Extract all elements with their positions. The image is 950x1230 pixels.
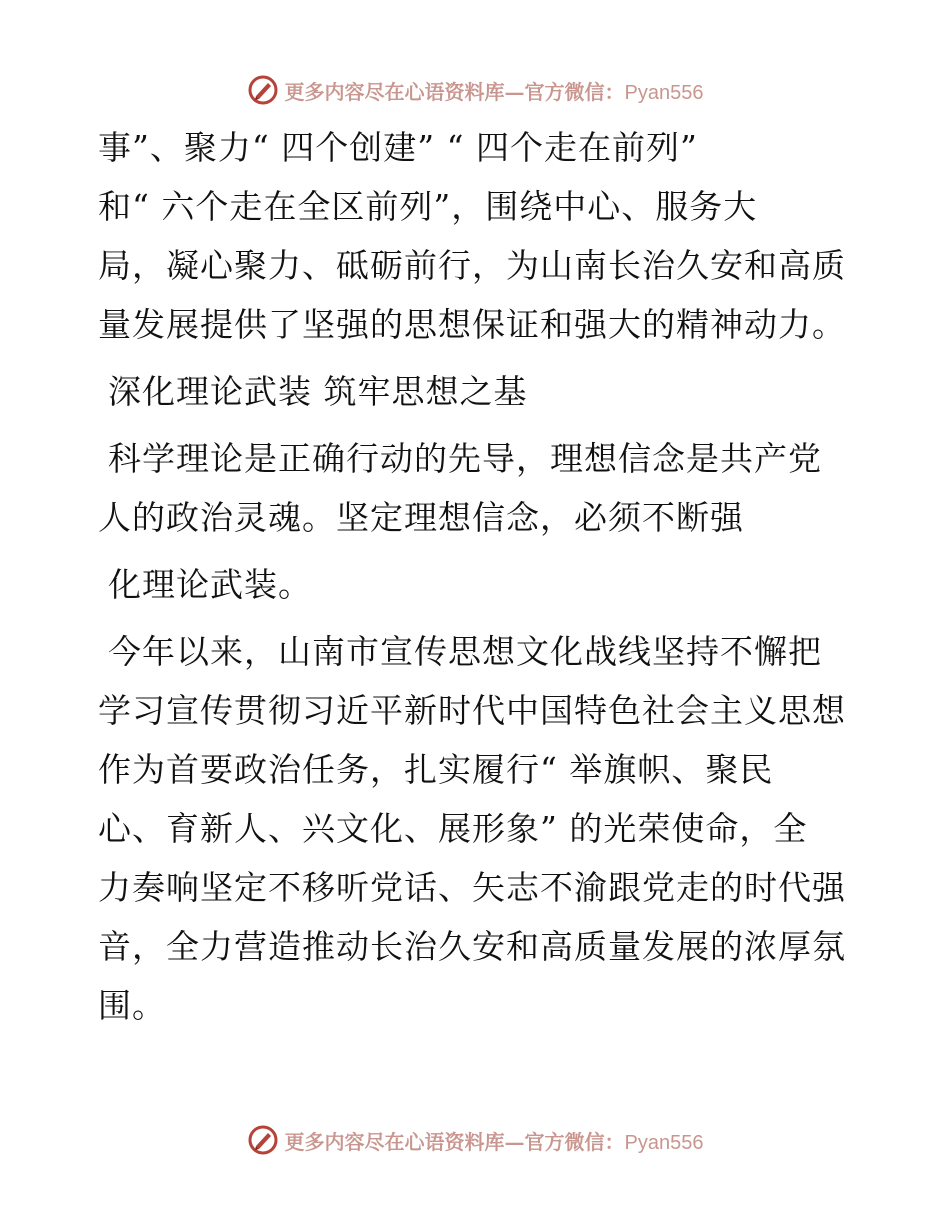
paragraph-line: 量发展提供了坚强的思想保证和强大的精神动力。 xyxy=(98,305,846,344)
paragraph-line: 音，全力营造推动长治久安和高质量发展的浓厚氛 xyxy=(98,927,846,966)
paragraph-line: 力奏响坚定不移听党话、矢志不渝跟党走的时代强 xyxy=(98,868,846,907)
paragraph-line: 学习宣传贯彻习近平新时代中国特色社会主义思想 xyxy=(98,691,846,730)
pen-logo-icon xyxy=(247,74,279,106)
section-heading: 深化理论武装 筑牢思想之基 xyxy=(108,372,528,411)
paragraph-line: 局，凝心聚力、砥砺前行，为山南长治久安和高质 xyxy=(98,246,846,285)
pen-logo-icon xyxy=(247,1124,279,1156)
paragraph-line: 作为首要政治任务，扎实履行“ 举旗帜、聚民 xyxy=(98,750,774,789)
paragraph-line: 事”、聚力“ 四个创建” “ 四个走在前列” xyxy=(98,128,698,167)
paragraph-line: 和“ 六个走在全区前列”，围绕中心、服务大 xyxy=(98,187,758,226)
paragraph-line: 化理论武装。 xyxy=(108,565,312,604)
footer-watermark xyxy=(0,1120,950,1160)
header-watermark xyxy=(0,70,950,110)
watermark-text: 更多内容尽在心语资料库—官方微信：Pyan556 xyxy=(284,79,704,104)
paragraph-line: 科学理论是正确行动的先导，理想信念是共产党 xyxy=(108,439,822,478)
paragraph-line: 心、育新人、兴文化、展形象” 的光荣使命，全 xyxy=(98,809,808,848)
paragraph-line: 今年以来，山南市宣传思想文化战线坚持不懈把 xyxy=(108,632,822,671)
paragraph-line: 围。 xyxy=(98,986,166,1025)
watermark-text: 更多内容尽在心语资料库—官方微信：Pyan556 xyxy=(284,1129,704,1154)
document-body xyxy=(98,118,858,1035)
paragraph-line: 人的政治灵魂。坚定理想信念，必须不断强 xyxy=(98,498,744,537)
